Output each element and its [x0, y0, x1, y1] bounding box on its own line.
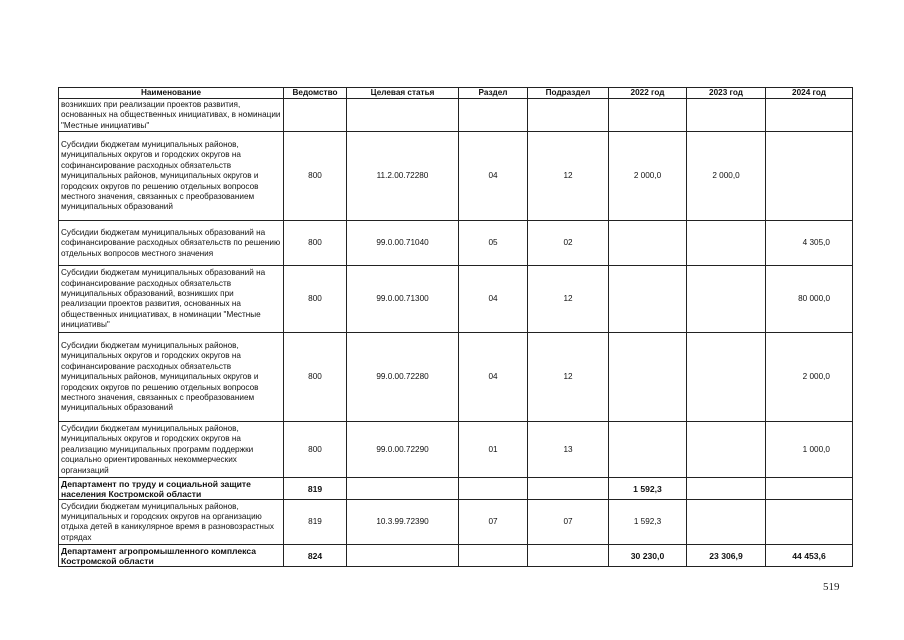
row-section: 04: [459, 132, 528, 221]
row-subsection: [528, 545, 609, 567]
row-2024: [766, 99, 853, 132]
row-2024: 80 000,0: [766, 266, 853, 333]
row-dept: 800: [284, 422, 347, 478]
row-section: 01: [459, 422, 528, 478]
row-dept: 824: [284, 545, 347, 567]
row-2024: [766, 132, 853, 221]
table-row: [59, 333, 853, 422]
row-dept: 819: [284, 478, 347, 500]
row-target: [347, 99, 459, 132]
row-2023: [687, 221, 766, 266]
row-subsection: 12: [528, 333, 609, 422]
row-target: 99.0.00.72280: [347, 333, 459, 422]
row-subsection: 07: [528, 500, 609, 545]
row-2024: 1 000,0: [766, 422, 853, 478]
budget-table: [58, 87, 853, 567]
row-2022: [609, 221, 687, 266]
row-name: Субсидии бюджетам муниципальных районов, муниципальных и городских округов на организацию отдыха детей в каникулярное время в разновозрастных отрядах: [59, 500, 284, 545]
row-target: 11.2.00.72280: [347, 132, 459, 221]
row-subsection: [528, 99, 609, 132]
budget-table-sheet: [58, 87, 852, 567]
row-name: Субсидии бюджетам муниципальных районов, муниципальных округов и городских округов на реализацию муниципальных программ поддержки социально ориентированных некоммерческих организаций: [59, 422, 284, 478]
table-body: [59, 99, 853, 567]
row-2024: 2 000,0: [766, 333, 853, 422]
row-section: 04: [459, 333, 528, 422]
row-name: Субсидии бюджетам муниципальных образований на софинансирование расходных обязательств по решению отдельных вопросов местного значения: [59, 221, 284, 266]
row-target: 99.0.00.72290: [347, 422, 459, 478]
row-2022: 1 592,3: [609, 478, 687, 500]
department-row: [59, 478, 853, 500]
header-section: Раздел: [459, 88, 528, 99]
row-subsection: 02: [528, 221, 609, 266]
row-2023: 2 000,0: [687, 132, 766, 221]
row-2024: 4 305,0: [766, 221, 853, 266]
row-target: 10.3.99.72390: [347, 500, 459, 545]
row-name: Департамент по труду и социальной защите населения Костромской области: [59, 478, 284, 500]
table-row: [59, 221, 853, 266]
department-row: [59, 545, 853, 567]
row-subsection: 13: [528, 422, 609, 478]
row-2022: 1 592,3: [609, 500, 687, 545]
row-subsection: 12: [528, 266, 609, 333]
row-dept: 800: [284, 266, 347, 333]
row-name: Субсидии бюджетам муниципальных образований на софинансирование расходных обязательств муниципальных образований, возникших при реализации проектов развития, основанных на общественных инициативах, в номинации "Местные инициативы": [59, 266, 284, 333]
header-2023: 2023 год: [687, 88, 766, 99]
table-row: [59, 422, 853, 478]
row-target: 99.0.00.71300: [347, 266, 459, 333]
row-2024: 44 453,6: [766, 545, 853, 567]
header-dept: Ведомство: [284, 88, 347, 99]
row-section: 07: [459, 500, 528, 545]
header-2022: 2022 год: [609, 88, 687, 99]
table-row: [59, 99, 853, 132]
row-target: [347, 545, 459, 567]
row-subsection: [528, 478, 609, 500]
row-2024: [766, 478, 853, 500]
row-2022: 30 230,0: [609, 545, 687, 567]
header-name: Наименование: [59, 88, 284, 99]
row-name: Субсидии бюджетам муниципальных районов, муниципальных округов и городских округов на софинансирование расходных обязательств муниципальных районов, муниципальных округов и городских округов по решению отдельных вопросов местного значения, связанных с преобразованием муниципальных образований: [59, 333, 284, 422]
table-row: [59, 266, 853, 333]
table-row: [59, 132, 853, 221]
row-2023: [687, 99, 766, 132]
row-2022: [609, 333, 687, 422]
row-dept: 819: [284, 500, 347, 545]
row-section: [459, 545, 528, 567]
row-target: [347, 478, 459, 500]
row-2023: 23 306,9: [687, 545, 766, 567]
row-2023: [687, 478, 766, 500]
row-dept: 800: [284, 333, 347, 422]
row-2023: [687, 500, 766, 545]
row-dept: 800: [284, 132, 347, 221]
table-header-row: [59, 88, 853, 99]
row-section: 04: [459, 266, 528, 333]
row-2023: [687, 266, 766, 333]
row-section: [459, 478, 528, 500]
row-2023: [687, 422, 766, 478]
row-2023: [687, 333, 766, 422]
row-name: возникших при реализации проектов развития, основанных на общественных инициативах, в номинации "Местные инициативы": [59, 99, 284, 132]
row-dept: 800: [284, 221, 347, 266]
row-2022: [609, 266, 687, 333]
row-section: 05: [459, 221, 528, 266]
row-2022: [609, 99, 687, 132]
header-target: Целевая статья: [347, 88, 459, 99]
header-2024: 2024 год: [766, 88, 853, 99]
page-number: 519: [823, 581, 840, 593]
row-2022: 2 000,0: [609, 132, 687, 221]
row-dept: [284, 99, 347, 132]
table-row: [59, 500, 853, 545]
row-name: Субсидии бюджетам муниципальных районов, муниципальных округов и городских округов на софинансирование расходных обязательств муниципальных районов, муниципальных округов и городских округов по решению отдельных вопросов местного значения, связанных с преобразованием муниципальных образований: [59, 132, 284, 221]
row-subsection: 12: [528, 132, 609, 221]
row-name: Департамент агропромышленного комплекса Костромской области: [59, 545, 284, 567]
row-2022: [609, 422, 687, 478]
header-subsection: Подраздел: [528, 88, 609, 99]
row-2024: [766, 500, 853, 545]
row-section: [459, 99, 528, 132]
row-target: 99.0.00.71040: [347, 221, 459, 266]
